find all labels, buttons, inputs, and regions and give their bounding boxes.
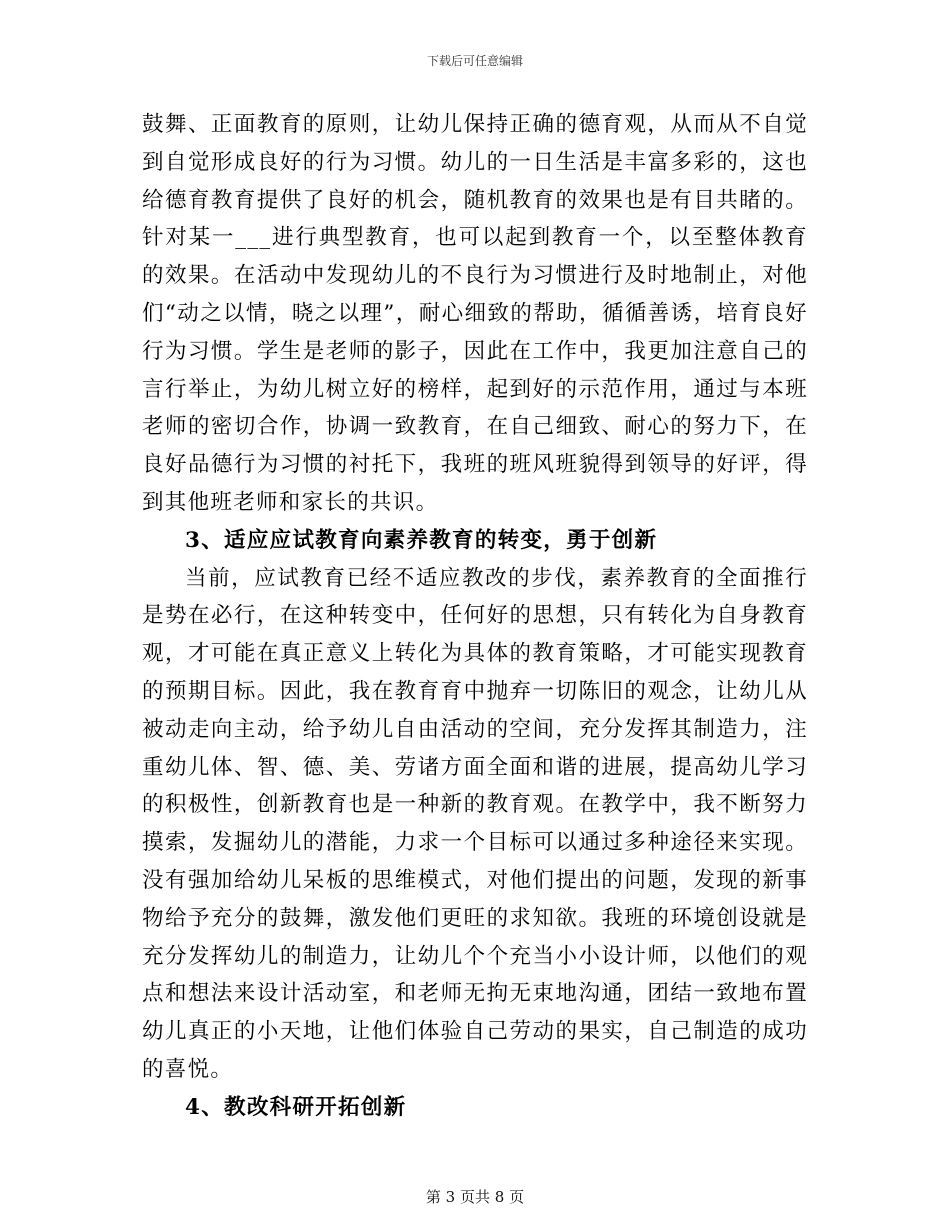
section-heading-4: 4、教改科研开拓创新 — [185, 1094, 407, 1120]
paragraph-quality-education: 当前，应试教育已经不适应教改的步伐，素养教育的全面推行是势在必行，在这种转变中，任何好的思想，只有转化为自身教育观，才可能在真正意义上转化为具体的教育策略，才可能实现教育的预期目标。因此，我在教育育中抛弃一切陈旧的观念，让幼儿从被动走向主动，给予幼儿自由活动的空间，充分发挥其制造力，注重幼儿体、智、德、美、劳诸方面全面和谐的进展，提高幼儿学习的积极性，创新教育也是一种新的教育观。在教学中，我不断努力摸索，发掘幼儿的潜能，力求一个目标可以通过多种途径来实现。没有强加给幼儿呆板的思维模式，对他们提出的问题，发现的新事物给予充分的鼓舞，激发他们更旺的求知欲。我班的环境创设就是充分发挥幼儿的制造力，让幼儿个个充当小小设计师，以他们的观点和想法来设计活动室，和老师无拘无束地沟通，团结一致地布置幼儿真正的小天地，让他们体验自己劳动的果实，自己制造的成功的喜悦。 — [142, 565, 808, 1082]
paragraph-moral-education: 鼓舞、正面教育的原则，让幼儿保持正确的德育观，从而从不自觉到自觉形成良好的行为习惯。幼儿的一日生活是丰富多彩的，这也给德育教育提供了良好的机会，随机教育的效果也是有目共睹的。针对某一___进行典型教育，也可以起到教育一个，以至整体教育的效果。在活动中发现幼儿的不良行为习惯进行及时地制止，对他们“动之以情，晓之以理”，耐心细致的帮助，循循善诱，培育良好行为习惯。学生是老师的影子，因此在工作中，我更加注意自己的言行举止，为幼儿树立好的榜样，起到好的示范作用，通过与本班老师的密切合作，协调一致教育，在自己细致、耐心的努力下，在良好品德行为习惯的衬托下，我班的班风班貌得到领导的好评，得到其他班老师和家长的共识。 — [142, 112, 808, 515]
document-body — [142, 106, 808, 1127]
page-number: 第 3 页共 8 页 — [425, 1188, 525, 1206]
section-heading-3: 3、适应应试教育向素养教育的转变，勇于创新 — [185, 527, 658, 553]
header-note: 下载后可任意编辑 — [426, 54, 523, 68]
